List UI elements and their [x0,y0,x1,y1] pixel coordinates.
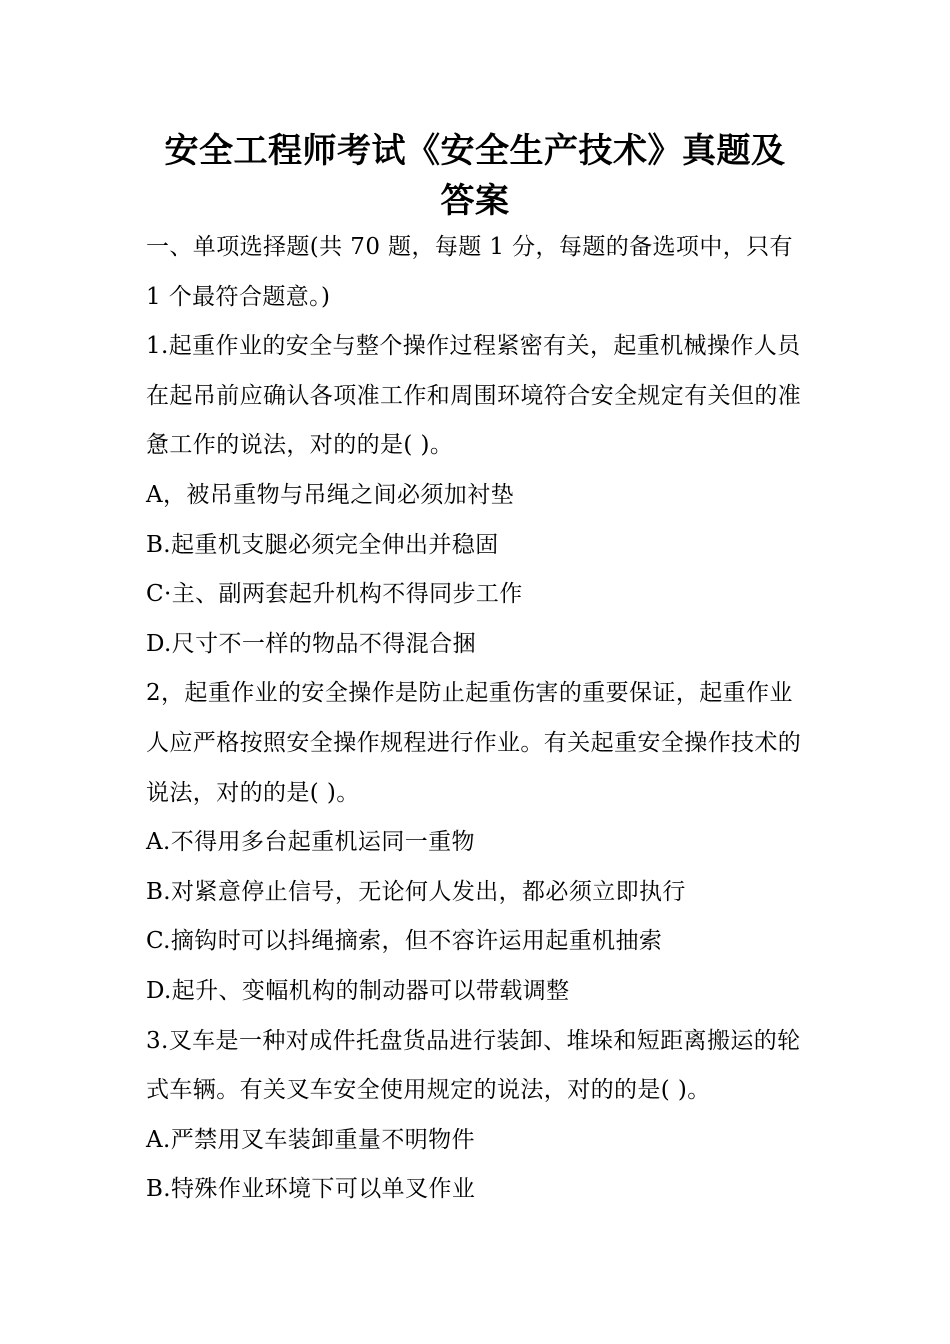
title-line-1: 安全工程师考试《安全生产技术》真题及 [164,131,786,171]
question-2-stem: 2，起重作业的安全操作是防止起重伤害的重要保证，起重作业人应严格按照安全操作规程进行作业。有关起重安全操作技术的说法，对的的是( )。 [146,680,802,806]
question-1-option-c: C·主、副两套起升机构不得同步工作 [146,581,523,608]
question-2-option-d: D.起升、变幅机构的制动器可以带载调整 [146,977,570,1004]
document-title [140,126,810,226]
question-2-option-c: C.摘钩时可以抖绳摘索，但不容许运用起重机抽索 [146,928,663,955]
question-3-stem: 3.叉车是一种对成件托盘货品进行装卸、堆垛和短距离搬运的轮式车辆。有关叉车安全使用规定的说法，对的的是( )。 [146,1027,801,1104]
question-3-option-b: B.特殊作业环境下可以单叉作业 [146,1176,476,1203]
question-1-option-a: A，被吊重物与吊绳之间必须加衬垫 [146,481,515,508]
question-1-option-b: B.起重机支腿必须完全伸出并稳固 [146,531,499,558]
question-1-option-d: D.尺寸不一样的物品不得混合捆 [146,630,476,657]
section-header: 一、单项选择题(共 70 题，每题 1 分，每题的备选项中，只有 1 个最符合题意。) [146,234,793,310]
question-2-option-b: B.对紧意停止信号，无论何人发出，都必须立即执行 [146,878,686,905]
title-line-2: 答案 [440,181,510,221]
question-3-option-a: A.严禁用叉车装卸重量不明物件 [146,1126,475,1153]
question-2-option-a: A.不得用多台起重机运同一重物 [146,829,475,856]
document-body [146,223,808,1215]
question-1-stem: 1.起重作业的安全与整个操作过程紧密有关，起重机械操作人员在起吊前应确认各项准工作和周围环境符合安全规定有关但的准惫工作的说法，对的的是( )。 [146,333,802,459]
